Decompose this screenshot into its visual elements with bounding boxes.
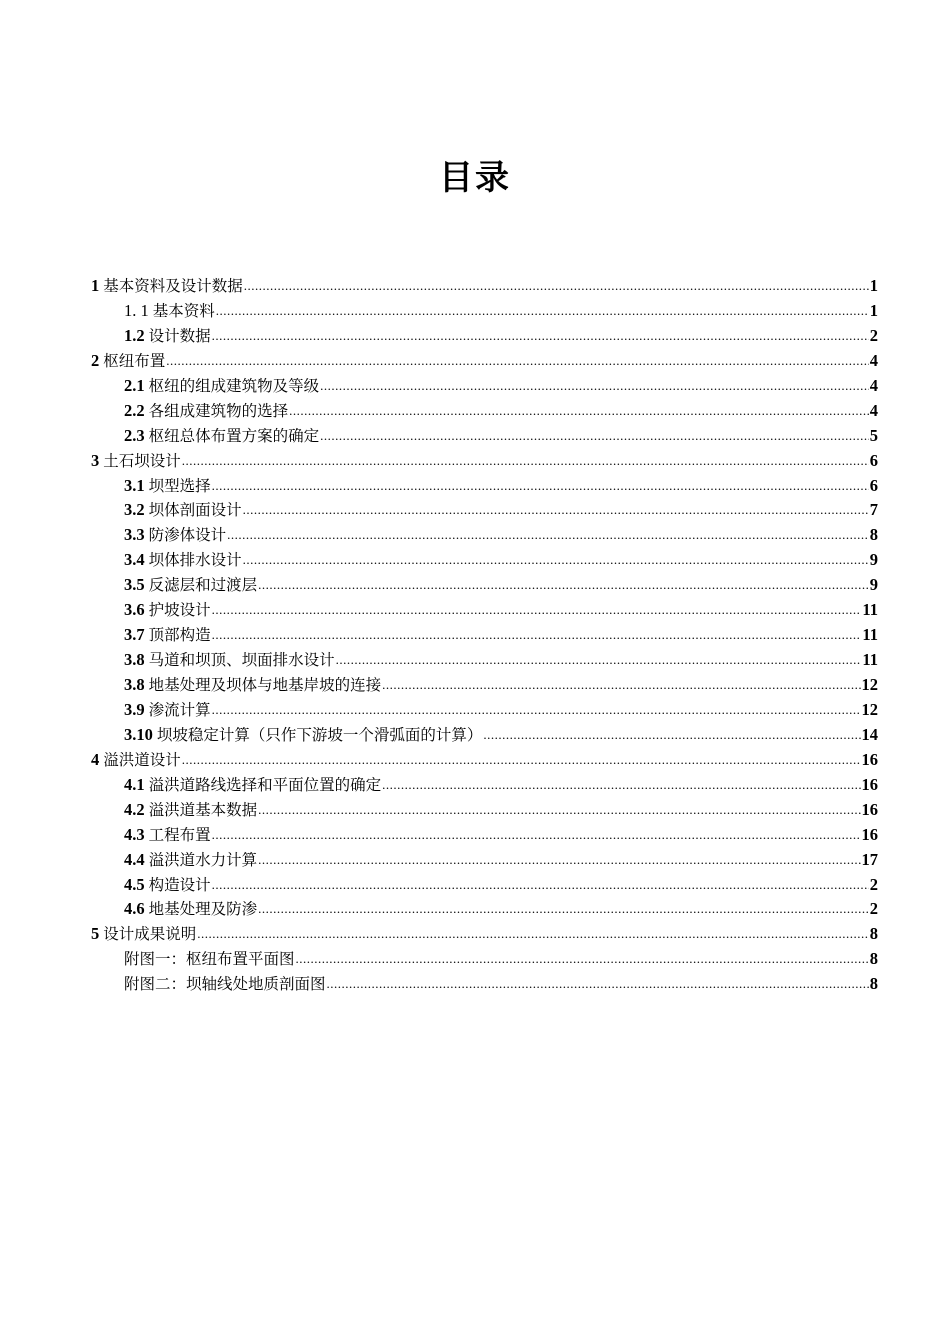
toc-row[interactable] bbox=[91, 922, 878, 947]
toc-section-title: 坝坡稳定计算（只作下游坡一个滑弧面的计算） bbox=[156, 725, 483, 744]
toc-section-number: 4 bbox=[91, 749, 100, 769]
toc-section-number: 2.2 bbox=[124, 400, 145, 420]
toc-section-number: 3.9 bbox=[124, 699, 145, 719]
toc-dot-leader bbox=[320, 423, 869, 449]
toc-section-title: 构造设计 bbox=[148, 875, 211, 894]
toc-page-number: 9 bbox=[869, 575, 878, 595]
toc-page-number: 16 bbox=[861, 774, 878, 794]
toc-row[interactable] bbox=[91, 897, 878, 922]
toc-entry bbox=[124, 573, 257, 598]
toc-section-title: 附图二：坝轴线处地质剖面图 bbox=[124, 975, 326, 994]
toc-page-number: 17 bbox=[861, 849, 878, 869]
toc-section-title: 枢纽总体布置方案的确定 bbox=[148, 426, 320, 445]
toc-dot-leader bbox=[182, 448, 869, 474]
toc-section-title: 枢纽的组成建筑物及等级 bbox=[148, 376, 320, 395]
toc-page-number: 2 bbox=[869, 325, 878, 345]
toc-entry bbox=[124, 823, 211, 848]
toc-row[interactable] bbox=[91, 324, 878, 349]
toc-section-number: 4.6 bbox=[124, 899, 145, 919]
toc-section-number: 2 bbox=[91, 350, 100, 370]
toc-page-number: 16 bbox=[861, 824, 878, 844]
toc-page-number: 7 bbox=[869, 500, 878, 520]
toc-dot-leader bbox=[212, 597, 862, 623]
toc-row[interactable] bbox=[91, 698, 878, 723]
toc-dot-leader bbox=[327, 971, 869, 997]
toc-entry bbox=[124, 848, 257, 873]
toc-section-title: 土石坝设计 bbox=[103, 451, 181, 470]
toc-section-title: 附图一：枢纽布置平面图 bbox=[124, 950, 295, 969]
toc-section-number: 4.2 bbox=[124, 799, 145, 819]
toc-dot-leader bbox=[258, 847, 860, 873]
toc-dot-leader bbox=[212, 473, 869, 499]
toc-dot-leader bbox=[258, 896, 869, 922]
toc-row[interactable] bbox=[91, 848, 878, 873]
page-title: 目录 bbox=[439, 158, 511, 198]
toc-section-title: 渗流计算 bbox=[148, 700, 211, 719]
toc-entry bbox=[91, 274, 243, 299]
toc-entry bbox=[124, 474, 211, 499]
toc-entry bbox=[124, 873, 211, 898]
toc-dot-leader bbox=[382, 672, 860, 698]
toc-dot-leader bbox=[336, 647, 862, 673]
toc-row[interactable] bbox=[91, 972, 878, 997]
toc-entry bbox=[124, 299, 215, 324]
toc-dot-leader bbox=[258, 572, 869, 598]
toc-dot-leader bbox=[289, 398, 869, 424]
toc-dot-leader bbox=[212, 697, 861, 723]
toc-row[interactable] bbox=[91, 474, 878, 499]
toc-row[interactable] bbox=[91, 573, 878, 598]
toc-section-number: 3.2 bbox=[124, 500, 145, 520]
toc-entry bbox=[124, 548, 242, 573]
toc-page-number: 9 bbox=[869, 550, 878, 570]
toc-page-number: 8 bbox=[869, 974, 878, 994]
toc-section-number: 4.1 bbox=[124, 774, 145, 794]
toc-dot-leader bbox=[197, 921, 868, 947]
toc-row[interactable] bbox=[91, 873, 878, 898]
toc-section-number: 1.2 bbox=[124, 325, 145, 345]
toc-section-title: 基本资料及设计数据 bbox=[103, 277, 243, 295]
toc-dot-leader bbox=[212, 323, 869, 349]
toc-section-number: 2.3 bbox=[124, 425, 145, 445]
toc-entry bbox=[124, 648, 335, 673]
toc-page-number: 11 bbox=[862, 650, 878, 670]
toc-row[interactable] bbox=[91, 424, 878, 449]
toc-entry bbox=[91, 349, 165, 374]
toc-section-number: 3.8 bbox=[124, 675, 145, 694]
toc-page-number: 2 bbox=[869, 874, 878, 894]
toc-dot-leader bbox=[243, 547, 869, 573]
toc-entry bbox=[124, 424, 319, 449]
toc-section-title: 坝型选择 bbox=[148, 476, 211, 495]
toc-entry bbox=[91, 748, 181, 773]
toc-entry bbox=[124, 673, 381, 698]
toc-row[interactable] bbox=[91, 598, 878, 623]
toc-row[interactable] bbox=[91, 349, 878, 374]
toc-section-title: 基本资料 bbox=[152, 301, 215, 320]
toc-entry bbox=[124, 972, 326, 997]
toc-entry bbox=[124, 947, 295, 972]
toc-section-title: 溢洪道设计 bbox=[103, 750, 181, 769]
toc-page-number: 8 bbox=[869, 924, 878, 944]
toc-dot-leader bbox=[212, 822, 861, 848]
toc-row[interactable] bbox=[91, 723, 878, 748]
toc-row[interactable] bbox=[91, 449, 878, 474]
toc-dot-leader bbox=[212, 872, 869, 898]
toc-page-number: 16 bbox=[861, 749, 878, 769]
toc-entry bbox=[124, 798, 257, 823]
toc-row[interactable] bbox=[91, 299, 878, 324]
toc-section-number: 3.3 bbox=[124, 525, 145, 545]
toc-page-number: 12 bbox=[861, 699, 878, 719]
toc-row[interactable] bbox=[91, 673, 878, 698]
toc-row[interactable] bbox=[91, 947, 878, 972]
toc-entry bbox=[124, 598, 211, 623]
toc-row[interactable] bbox=[91, 648, 878, 673]
toc-section-number: 3.4 bbox=[124, 550, 145, 570]
toc-page-number: 4 bbox=[869, 375, 878, 395]
toc-section-number: 3.1 bbox=[124, 475, 145, 495]
toc-section-title: 溢洪道基本数据 bbox=[148, 800, 258, 819]
toc-section-title: 各组成建筑物的选择 bbox=[148, 401, 289, 420]
toc-page-number: 11 bbox=[862, 600, 878, 620]
toc-dot-leader bbox=[227, 522, 869, 548]
toc-row[interactable] bbox=[91, 548, 878, 573]
toc-section-title: 设计成果说明 bbox=[103, 925, 197, 944]
toc-page-number: 14 bbox=[861, 724, 878, 744]
toc-section-number: 3.10 bbox=[124, 724, 153, 744]
toc-section-title: 顶部构造 bbox=[148, 626, 211, 645]
toc-entry bbox=[124, 897, 257, 922]
toc-section-number: 4.4 bbox=[124, 849, 145, 869]
toc-section-number: 2.1 bbox=[124, 375, 145, 395]
toc-section-title: 工程布置 bbox=[148, 825, 211, 844]
toc-row[interactable] bbox=[91, 274, 878, 299]
toc-page-number: 5 bbox=[869, 425, 878, 445]
toc-page-number: 12 bbox=[861, 675, 878, 694]
toc-row[interactable] bbox=[91, 748, 878, 773]
toc-row[interactable] bbox=[91, 798, 878, 823]
toc-section-title: 反滤层和过渡层 bbox=[148, 576, 258, 595]
toc-row[interactable] bbox=[91, 773, 878, 798]
toc-page-number: 16 bbox=[861, 799, 878, 819]
toc-entry bbox=[124, 399, 288, 424]
toc-dot-leader bbox=[212, 622, 862, 648]
toc-page-number: 6 bbox=[869, 475, 878, 495]
toc-dot-leader bbox=[483, 722, 860, 748]
toc-page-number: 4 bbox=[869, 350, 878, 370]
toc-dot-leader bbox=[216, 298, 869, 324]
toc-entry bbox=[124, 723, 482, 748]
toc-page-number: 1 bbox=[869, 300, 878, 320]
toc-section-number: 3.8 bbox=[124, 650, 145, 670]
toc-section-title: 设计数据 bbox=[148, 326, 211, 345]
toc-section-number: 3.5 bbox=[124, 575, 145, 595]
table-of-contents bbox=[91, 274, 878, 997]
toc-row[interactable] bbox=[91, 498, 878, 523]
toc-section-title: 马道和坝顶、坝面排水设计 bbox=[148, 651, 335, 670]
toc-section-title: 溢洪道水力计算 bbox=[148, 850, 258, 869]
toc-dot-leader bbox=[243, 497, 869, 523]
toc-entry bbox=[124, 374, 319, 399]
toc-section-title: 枢纽布置 bbox=[103, 351, 166, 370]
toc-page-number: 2 bbox=[869, 899, 878, 919]
toc-row[interactable] bbox=[91, 374, 878, 399]
toc-section-number: 1 bbox=[91, 276, 100, 295]
toc-dot-leader bbox=[296, 946, 869, 972]
toc-page-number: 8 bbox=[869, 525, 878, 545]
toc-entry bbox=[124, 623, 211, 648]
toc-section-number: 4.5 bbox=[124, 874, 145, 894]
toc-entry bbox=[91, 922, 196, 947]
toc-dot-leader bbox=[320, 373, 869, 399]
toc-dot-leader bbox=[382, 772, 860, 798]
toc-section-number: 3.7 bbox=[124, 625, 145, 645]
toc-entry bbox=[91, 449, 181, 474]
toc-entry bbox=[124, 698, 211, 723]
toc-entry bbox=[124, 773, 381, 798]
toc-page-number: 8 bbox=[869, 949, 878, 969]
toc-row[interactable] bbox=[91, 623, 878, 648]
toc-section-number: 3.6 bbox=[124, 600, 145, 620]
toc-row[interactable] bbox=[91, 823, 878, 848]
toc-dot-leader bbox=[166, 348, 868, 374]
toc-section-number: 1. 1 bbox=[124, 300, 149, 320]
toc-section-title: 坝体剖面设计 bbox=[148, 501, 242, 520]
toc-section-title: 防渗体设计 bbox=[148, 526, 227, 545]
toc-page-number: 6 bbox=[869, 450, 878, 470]
toc-row[interactable] bbox=[91, 523, 878, 548]
toc-dot-leader bbox=[244, 273, 869, 299]
toc-section-number: 5 bbox=[91, 924, 100, 944]
toc-page-number: 1 bbox=[869, 276, 878, 295]
toc-section-title: 地基处理及防渗 bbox=[148, 900, 258, 919]
toc-page-number: 11 bbox=[862, 625, 878, 645]
toc-page-number: 4 bbox=[869, 400, 878, 420]
toc-section-title: 溢洪道路线选择和平面位置的确定 bbox=[148, 775, 382, 794]
toc-section-title: 地基处理及坝体与地基岸坡的连接 bbox=[148, 676, 382, 694]
toc-section-title: 坝体排水设计 bbox=[148, 551, 242, 570]
toc-dot-leader bbox=[182, 747, 861, 773]
toc-entry bbox=[124, 498, 242, 523]
toc-dot-leader bbox=[258, 797, 860, 823]
toc-section-number: 3 bbox=[91, 450, 100, 470]
toc-section-title: 护坡设计 bbox=[148, 601, 211, 620]
toc-row[interactable] bbox=[91, 399, 878, 424]
toc-section-number: 4.3 bbox=[124, 824, 145, 844]
toc-entry bbox=[124, 523, 226, 548]
toc-entry bbox=[124, 324, 211, 349]
